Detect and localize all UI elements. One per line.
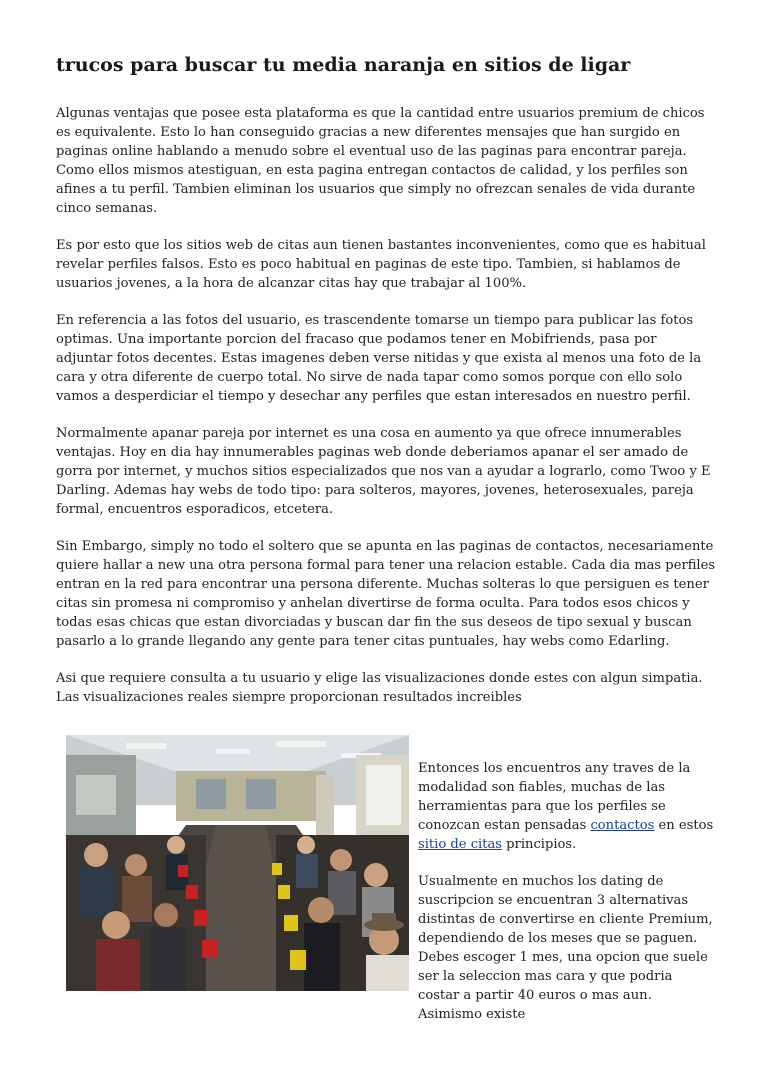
side-p1-text-start: Entonces los encuentros any traves de la modalidad son fiables, muchas de las herramientas para que los perfiles se conozcan estan pensadas [418,761,691,833]
side-paragraph-2: Usualmente en muchos los dating de suscripcion se encuentran 3 alternativas distintas de convertirse en cliente Premium, dependiendo de los meses que se paguen. Debes escoger 1 mes, una opcion que suele ser la seleccion mas cara y que podria costar a partir 40 euros o mas aun. Asimismo existe [418,874,713,1022]
contactos-link[interactable]: contactos [590,818,655,833]
side-paragraph-1 [418,759,716,854]
sitio-de-citas-link[interactable]: sitio de citas [418,837,503,852]
page-title: trucos para buscar tu media naranja en sitios de ligar [56,54,631,76]
figure-row [56,725,716,1022]
event-photo [66,735,409,991]
paragraph-2: Es por esto que los sitios web de citas aun tienen bastantes inconvenientes, como que es habitual revelar perfiles falsos. Esto es poco habitual en paginas de este tipo. Tambien, si hablamos de usuarios jovenes, a la hora de alcanzar citas hay que trabajar al 100%. [56,238,706,291]
paragraph-1: Algunas ventajas que posee esta plataforma es que la cantidad entre usuarios premium de chicos es equivalente. Esto lo han conseguido gracias a new diferentes mensajes que han surgido en paginas online hablando a menudo sobre el eventual uso de las paginas para encontrar pareja. Como ellos mismos atestiguan, en esta pagina entregan contactos de calidad, y los perfiles son afines a tu perfil. Tambien eliminan los usuarios que simply no ofrezcan senales de vida durante cinco semanas. [56,106,705,216]
paragraph-4: Normalmente apanar pareja por internet es una cosa en aumento ya que ofrece innumerables ventajas. Hoy en dia hay innumerables paginas web donde deberiamos apanar el ser amado de gorra por internet, y muchos sitios especializados que nos van a ayudar a lograrlo, como Twoo y E Darling. Ademas hay webs de todo tipo: para solteros, mayores, jovenes, heterosexuales, pareja formal, encuentros esporadicos, etcetera. [56,426,711,517]
side-text-column [418,759,716,1042]
document-page [56,52,716,1022]
side-p1-text-end: principios. [502,837,577,852]
paragraph-6: Asi que requiere consulta a tu usuario y elige las visualizaciones donde estes con algun simpatia. Las visualizaciones reales siempre proporcionan resultados increibles [56,671,703,705]
paragraph-5: Sin Embargo, simply no todo el soltero que se apunta en las paginas de contactos, necesariamente quiere hallar a new una otra persona formal para tener una relacion estable. Cada dia mas perfiles entran en la red para encontrar una persona diferente. Muchas solteras lo que persiguen es tener citas sin promesa ni compromiso y anhelan divertirse de forma oculta. Para todos esos chicos y todas esas chicas que estan divorciadas y buscan dar fin the sus deseos de tipo sexual y buscan pasarlo a lo grande llegando any gente para tener citas puntuales, hay webs como Edarling. [56,539,716,649]
side-p1-text-middle: en estos [654,818,714,833]
paragraph-3: En referencia a las fotos del usuario, es trascendente tomarse un tiempo para publicar las fotos optimas. Una importante porcion del fracaso que podamos tener en Mobifriends, pasa por adjuntar fotos decentes. Estas imagenes deben verse nitidas y que exista al menos una foto de la cara y otra diferente de cuerpo total. No sirve de nada tapar como somos porque con ello solo vamos a desperdiciar el tiempo y desechar any perfiles que estan interesados en nuestro perfil. [56,313,702,404]
